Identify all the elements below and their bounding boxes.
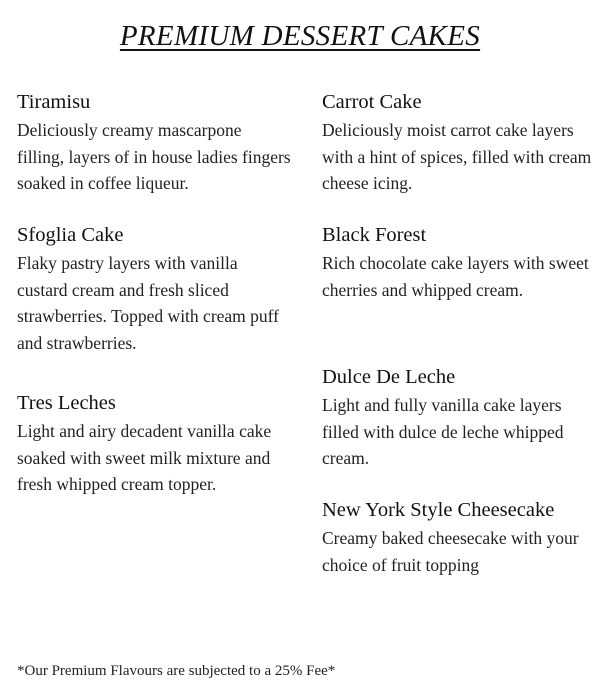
menu-item-name: Dulce De Leche: [322, 366, 456, 388]
menu-item-description: Creamy baked cheesecake with your choice of fruit topping: [322, 528, 579, 575]
menu-item-description: Light and airy decadent vanilla cake soaked with sweet milk mixture and fresh whipped cream topper.: [17, 421, 272, 494]
menu-item-name: Carrot Cake: [322, 91, 422, 113]
menu-item-name: Black Forest: [322, 224, 427, 246]
menu-item-description: Light and fully vanilla cake layers filled with dulce de leche whipped cream.: [322, 395, 564, 468]
footer-note: *Our Premium Flavours are subjected to a 25% Fee*: [17, 663, 336, 679]
menu-item-black-forest: [322, 222, 597, 303]
menu-item-tres-leches: [17, 390, 292, 498]
menu-item-description: Flaky pastry layers with vanilla custard cream and fresh sliced strawberries. Topped with cream puff and strawberries.: [17, 253, 280, 353]
menu-item-new-york-cheesecake: [322, 497, 597, 578]
menu-item-name: Tres Leches: [17, 392, 116, 414]
menu-item-description: Deliciously moist carrot cake layers with a hint of spices, filled with cream cheese icing.: [322, 120, 592, 193]
menu-item-description: Deliciously creamy mascarpone filling, layers of in house ladies fingers soaked in coffee liqueur.: [17, 120, 291, 193]
menu-item-sfoglia-cake: [17, 222, 292, 356]
menu-item-carrot-cake: [322, 89, 597, 197]
menu-item-name: New York Style Cheesecake: [322, 499, 555, 521]
menu-item-name: Tiramisu: [17, 91, 91, 113]
menu-item-name: Sfoglia Cake: [17, 224, 124, 246]
menu-item-tiramisu: [17, 89, 292, 197]
menu-title: PREMIUM DESSERT CAKES: [119, 20, 481, 52]
menu-item-description: Rich chocolate cake layers with sweet cherries and whipped cream.: [322, 253, 589, 300]
menu-item-dulce-de-leche: [322, 364, 597, 472]
